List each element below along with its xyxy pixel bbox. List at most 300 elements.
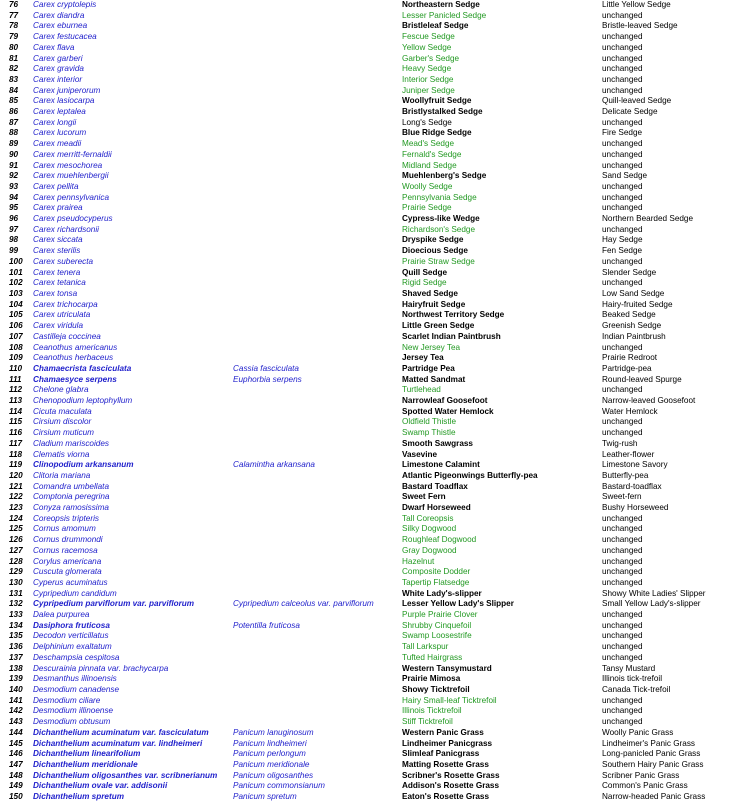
table-row	[0, 792, 742, 803]
synonym-name	[233, 567, 402, 578]
row-number: 101	[9, 267, 23, 277]
table-row	[0, 621, 742, 632]
row-number: 108	[9, 342, 23, 352]
synonym-name	[233, 482, 402, 493]
old-common-name: Sand Sedge	[602, 171, 648, 181]
new-common-name: Swamp Thistle	[402, 428, 456, 438]
old-common-name: Partridge-pea	[602, 363, 652, 373]
old-common-name: Woolly Panic Grass	[602, 727, 674, 737]
old-common-name: Scribner Panic Grass	[602, 770, 680, 780]
new-common-name: Oldfield Thistle	[402, 417, 457, 427]
row-number: 117	[9, 438, 23, 448]
old-common-name: unchanged	[602, 64, 643, 74]
table-row	[0, 64, 742, 75]
new-common-name: Matted Sandmat	[402, 374, 466, 384]
synonym-name: Panicum commonsianum	[233, 781, 325, 791]
row-number: 114	[9, 406, 23, 416]
scientific-name: Carex tonsa	[33, 288, 78, 298]
new-common-name: Sweet Fern	[402, 492, 446, 502]
table-row	[0, 749, 742, 760]
scientific-name: Comandra umbellata	[33, 481, 110, 491]
table-row	[0, 268, 742, 279]
new-common-name: Fernald's Sedge	[402, 149, 462, 159]
new-common-name: Western Panic Grass	[402, 727, 484, 737]
synonym-name	[233, 503, 402, 514]
new-common-name: Illinois Ticktrefoil	[402, 706, 462, 716]
new-common-name: Blue Ridge Sedge	[402, 128, 472, 138]
table-row	[0, 460, 742, 471]
new-common-name: Addison's Rosette Grass	[402, 781, 500, 791]
table-row	[0, 781, 742, 792]
scientific-name: Dalea purpurea	[33, 610, 90, 620]
new-common-name: Tapertip Flatsedge	[402, 577, 470, 587]
synonym-name	[233, 64, 402, 75]
scientific-name: Dichanthelium acuminatum var. fasciculatum	[33, 727, 209, 737]
old-common-name: Limestone Savory	[602, 460, 668, 470]
old-common-name: Common's Panic Grass	[602, 781, 688, 791]
row-number: 121	[9, 481, 23, 491]
row-number: 130	[9, 577, 23, 587]
old-common-name: unchanged	[602, 417, 643, 427]
row-number: 99	[9, 246, 19, 256]
old-common-name: unchanged	[602, 74, 643, 84]
scientific-name: Dichanthelium meridionale	[33, 759, 138, 769]
table-row	[0, 96, 742, 107]
row-number: 126	[9, 535, 23, 545]
row-number: 128	[9, 556, 23, 566]
scientific-name: Carex pseudocyperus	[33, 214, 113, 224]
new-common-name: Richardson's Sedge	[402, 224, 476, 234]
old-common-name: unchanged	[602, 192, 643, 202]
old-common-name: Northern Bearded Sedge	[602, 214, 694, 224]
synonym-name	[233, 674, 402, 685]
scientific-name: Decodon verticillatus	[33, 631, 109, 641]
synonym-name	[233, 450, 402, 461]
table-row	[0, 653, 742, 664]
row-number: 143	[9, 717, 23, 727]
scientific-name: Carex richardsonii	[33, 224, 99, 234]
table-row	[0, 203, 742, 214]
row-number: 102	[9, 278, 23, 288]
scientific-name: Dichanthelium ovale var. addisonii	[33, 781, 168, 791]
row-number: 79	[9, 32, 19, 42]
new-common-name: Hairyfruit Sedge	[402, 299, 466, 309]
scientific-name: Cuscuta glomerata	[33, 567, 102, 577]
table-row	[0, 739, 742, 750]
table-row	[0, 300, 742, 311]
scientific-name: Carex interior	[33, 74, 83, 84]
old-common-name: unchanged	[602, 567, 643, 577]
new-common-name: Pennsylvania Sedge	[402, 192, 477, 202]
old-common-name: unchanged	[602, 85, 643, 95]
scientific-name: Carex diandra	[33, 10, 85, 20]
table-row	[0, 343, 742, 354]
row-number: 93	[9, 181, 19, 191]
old-common-name: unchanged	[602, 717, 643, 727]
new-common-name: Prairie Mimosa	[402, 674, 461, 684]
synonym-name	[233, 557, 402, 568]
new-common-name: Northeastern Sedge	[402, 0, 480, 9]
table-row	[0, 728, 742, 739]
synonym-name: Panicum oligosanthes	[233, 770, 314, 780]
synonym-name	[233, 664, 402, 675]
synonym-name	[233, 182, 402, 193]
old-common-name: Tansy Mustard	[602, 663, 656, 673]
table-row	[0, 760, 742, 771]
new-common-name: Swamp Loosestrife	[402, 631, 472, 641]
new-common-name: Hazelnut	[402, 556, 435, 566]
new-common-name: Silky Dogwood	[402, 524, 457, 534]
row-number: 119	[9, 460, 23, 470]
synonym-name	[233, 492, 402, 503]
synonym-name: Panicum spretum	[233, 792, 297, 802]
table-row	[0, 171, 742, 182]
old-common-name: unchanged	[602, 513, 643, 523]
scientific-name: Cornus drummondi	[33, 535, 103, 545]
table-row	[0, 332, 742, 343]
new-common-name: Stiff Ticktrefoil	[402, 717, 453, 727]
row-number: 132	[9, 599, 23, 609]
table-row	[0, 193, 742, 204]
row-number: 100	[9, 256, 23, 266]
old-common-name: unchanged	[602, 278, 643, 288]
row-number: 125	[9, 524, 23, 534]
row-number: 97	[9, 224, 19, 234]
old-common-name: Water Hemlock	[602, 406, 658, 416]
scientific-name: Carex utriculata	[33, 310, 91, 320]
scientific-name: Dichanthelium spretum	[33, 792, 124, 802]
table-row	[0, 182, 742, 193]
synonym-name	[233, 589, 402, 600]
synonym-name	[233, 385, 402, 396]
new-common-name: Tufted Hairgrass	[402, 652, 463, 662]
table-row	[0, 557, 742, 568]
table-row	[0, 471, 742, 482]
scientific-name: Deschampsia cespitosa	[33, 652, 120, 662]
synonym-name	[233, 214, 402, 225]
synonym-name	[233, 107, 402, 118]
old-common-name: Southern Hairy Panic Grass	[602, 759, 704, 769]
new-common-name: Woolly Sedge	[402, 181, 453, 191]
new-common-name: Western Tansymustard	[402, 663, 492, 673]
new-common-name: Lindheimer Panicgrass	[402, 738, 493, 748]
row-number: 109	[9, 353, 23, 363]
scientific-name: Cypripedium parviflorum var. parviflorum	[33, 599, 195, 609]
new-common-name: Little Green Sedge	[402, 321, 475, 331]
scientific-name: Clitoria mariana	[33, 470, 91, 480]
synonym-name	[233, 21, 402, 32]
row-number: 106	[9, 321, 23, 331]
row-number: 103	[9, 288, 23, 298]
row-number: 104	[9, 299, 23, 309]
synonym-name	[233, 706, 402, 717]
old-common-name: unchanged	[602, 160, 643, 170]
synonym-name: Panicum meridionale	[233, 759, 310, 769]
scientific-name: Cypripedium candidum	[33, 588, 117, 598]
scientific-name: Cornus amomum	[33, 524, 96, 534]
row-number: 145	[9, 738, 23, 748]
row-number: 129	[9, 567, 23, 577]
new-common-name: Bristleleaf Sedge	[402, 21, 469, 31]
old-common-name: Butterfly-pea	[602, 470, 649, 480]
synonym-name	[233, 139, 402, 150]
new-common-name: Shrubby Cinquefoil	[402, 620, 472, 630]
scientific-name: Cirsium discolor	[33, 417, 92, 427]
table-row	[0, 696, 742, 707]
old-common-name: unchanged	[602, 706, 643, 716]
scientific-name: Carex tenera	[33, 267, 81, 277]
old-common-name: Hairy-fruited Sedge	[602, 299, 673, 309]
scientific-name: Chenopodium leptophyllum	[33, 396, 133, 406]
row-number: 124	[9, 513, 23, 523]
row-number: 81	[9, 53, 19, 63]
scientific-name: Carex tetanica	[33, 278, 86, 288]
synonym-name: Cypripedium calceolus var. parviflorum	[233, 599, 374, 609]
old-common-name: unchanged	[602, 256, 643, 266]
table-row	[0, 278, 742, 289]
old-common-name: Low Sand Sedge	[602, 288, 665, 298]
row-number: 95	[9, 203, 19, 213]
old-common-name: unchanged	[602, 610, 643, 620]
row-number: 92	[9, 171, 19, 181]
scientific-name: Dichanthelium oligosanthes var. scribnerianum	[33, 770, 218, 780]
new-common-name: Showy Ticktrefoil	[402, 685, 470, 694]
old-common-name: unchanged	[602, 652, 643, 662]
table-row	[0, 385, 742, 396]
old-common-name: unchanged	[602, 32, 643, 42]
row-number: 138	[9, 663, 23, 673]
new-common-name: Heavy Sedge	[402, 64, 452, 74]
synonym-name	[233, 717, 402, 728]
synonym-name	[233, 257, 402, 268]
old-common-name: unchanged	[602, 642, 643, 652]
synonym-name	[233, 54, 402, 65]
scientific-name: Carex cryptolepis	[33, 0, 97, 9]
scientific-name: Cirsium muticum	[33, 428, 94, 438]
new-common-name: Long's Sedge	[402, 117, 452, 127]
new-common-name: Vasevine	[402, 449, 438, 459]
new-common-name: Quill Sedge	[402, 267, 448, 277]
synonym-name	[233, 610, 402, 621]
scientific-name: Carex prairea	[33, 203, 83, 213]
synonym-name: Panicum lanuginosum	[233, 727, 314, 737]
table-row	[0, 118, 742, 129]
new-common-name: Interior Sedge	[402, 74, 454, 84]
table-row	[0, 514, 742, 525]
new-common-name: Gray Dogwood	[402, 545, 457, 555]
row-number: 96	[9, 214, 19, 224]
old-common-name: unchanged	[602, 385, 643, 395]
scientific-name: Comptonia peregrina	[33, 492, 110, 502]
table-row	[0, 128, 742, 139]
row-number: 148	[9, 770, 23, 780]
scientific-name: Carex merritt-fernaldii	[33, 149, 112, 159]
scientific-name: Carex eburnea	[33, 21, 88, 31]
table-row	[0, 375, 742, 386]
synonym-name	[233, 300, 402, 311]
scientific-name: Cladium mariscoides	[33, 438, 109, 448]
new-common-name: Lesser Panicled Sedge	[402, 10, 487, 20]
scientific-name: Ceanothus americanus	[33, 342, 118, 352]
table-row	[0, 139, 742, 150]
table-row	[0, 706, 742, 717]
table-row	[0, 214, 742, 225]
table-row	[0, 11, 742, 22]
row-number: 83	[9, 74, 19, 84]
table-row	[0, 428, 742, 439]
old-common-name: unchanged	[602, 203, 643, 213]
new-common-name: Cypress-like Wedge	[402, 214, 480, 224]
synonym-name	[233, 96, 402, 107]
scientific-name: Coreopsis tripteris	[33, 513, 99, 523]
new-common-name: Partridge Pea	[402, 363, 455, 373]
scientific-name: Dasiphora fruticosa	[33, 620, 110, 630]
table-row	[0, 257, 742, 268]
scientific-name: Cornus racemosa	[33, 545, 98, 555]
new-common-name: Lesser Yellow Lady's Slipper	[402, 599, 514, 609]
old-common-name: unchanged	[602, 117, 643, 127]
old-common-name: Bushy Horseweed	[602, 503, 669, 513]
synonym-name	[233, 86, 402, 97]
row-number: 135	[9, 631, 23, 641]
synonym-name	[233, 653, 402, 664]
synonym-name	[233, 310, 402, 321]
scientific-name: Desmodium ciliare	[33, 695, 101, 705]
row-number: 134	[9, 620, 23, 630]
synonym-name	[233, 193, 402, 204]
table-row	[0, 450, 742, 461]
new-common-name: Dwarf Horseweed	[402, 503, 471, 513]
synonym-name	[233, 578, 402, 589]
synonym-name	[233, 75, 402, 86]
table-row	[0, 546, 742, 557]
old-common-name: Bristle-leaved Sedge	[602, 21, 678, 31]
synonym-name	[233, 546, 402, 557]
scientific-name: Dichanthelium linearifolium	[33, 749, 141, 759]
scientific-name: Cicuta maculata	[33, 406, 92, 416]
row-number: 141	[9, 695, 23, 705]
scientific-name: Chelone glabra	[33, 385, 89, 395]
scientific-name: Carex festucacea	[33, 32, 97, 42]
row-number: 105	[9, 310, 23, 320]
table-row	[0, 75, 742, 86]
row-number: 107	[9, 331, 23, 341]
new-common-name: Fescue Sedge	[402, 32, 455, 42]
table-row	[0, 407, 742, 418]
synonym-name	[233, 514, 402, 525]
synonym-name	[233, 417, 402, 428]
old-common-name: Greenish Sedge	[602, 321, 662, 331]
new-common-name: Garber's Sedge	[402, 53, 460, 63]
table-row	[0, 107, 742, 118]
row-number: 150	[9, 792, 23, 802]
new-common-name: Scarlet Indian Paintbrush	[402, 331, 501, 341]
table-row	[0, 482, 742, 493]
table-row	[0, 589, 742, 600]
old-common-name: Canada Tick-trefoil	[602, 685, 671, 694]
scientific-name: Delphinium exaltatum	[33, 642, 112, 652]
synonym-name	[233, 43, 402, 54]
row-number: 136	[9, 642, 23, 652]
new-common-name: Juniper Sedge	[402, 85, 455, 95]
new-common-name: Roughleaf Dogwood	[402, 535, 477, 545]
table-row	[0, 535, 742, 546]
new-common-name: Mead's Sedge	[402, 139, 455, 149]
scientific-name: Carex siccata	[33, 235, 83, 245]
row-number: 87	[9, 117, 19, 127]
table-row	[0, 32, 742, 43]
synonym-name	[233, 171, 402, 182]
table-row	[0, 54, 742, 65]
old-common-name: Showy White Ladies' Slipper	[602, 588, 706, 598]
old-common-name: Little Yellow Sedge	[602, 0, 671, 9]
scientific-name: Chamaesyce serpens	[33, 374, 117, 384]
scientific-name: Corylus americana	[33, 556, 102, 566]
old-common-name: unchanged	[602, 42, 643, 52]
synonym-name	[233, 0, 402, 11]
row-number: 78	[9, 21, 19, 31]
synonym-name: Panicum perlongum	[233, 749, 306, 759]
table-row	[0, 631, 742, 642]
old-common-name: unchanged	[602, 10, 643, 20]
old-common-name: unchanged	[602, 556, 643, 566]
old-common-name: unchanged	[602, 524, 643, 534]
table-row	[0, 396, 742, 407]
old-common-name: Illinois tick-trefoil	[602, 674, 663, 684]
synonym-name: Calamintha arkansana	[233, 460, 315, 470]
old-common-name: unchanged	[602, 181, 643, 191]
table-row	[0, 674, 742, 685]
synonym-name	[233, 11, 402, 22]
scientific-name: Carex gravida	[33, 64, 84, 74]
new-common-name: Scribner's Rosette Grass	[402, 770, 500, 780]
table-row	[0, 225, 742, 236]
old-common-name: Lindheimer's Panic Grass	[602, 738, 696, 748]
new-common-name: Bristlystalked Sedge	[402, 107, 483, 117]
table-row	[0, 0, 742, 11]
old-common-name: Small Yellow Lady's-slipper	[602, 599, 701, 609]
row-number: 77	[9, 10, 19, 20]
row-number: 98	[9, 235, 19, 245]
new-common-name: White Lady's-slipper	[402, 588, 482, 598]
new-common-name: Bastard Toadflax	[402, 481, 468, 491]
scientific-name: Carex lucorum	[33, 128, 87, 138]
table-row	[0, 578, 742, 589]
scientific-name: Descurainia pinnata var. brachycarpa	[33, 663, 169, 673]
new-common-name: Prairie Sedge	[402, 203, 452, 213]
table-row	[0, 524, 742, 535]
scientific-name: Desmanthus illinoensis	[33, 674, 117, 684]
synonym-name	[233, 407, 402, 418]
old-common-name: unchanged	[602, 53, 643, 63]
synonym-name	[233, 642, 402, 653]
new-common-name: Jersey Tea	[402, 353, 444, 363]
row-number: 149	[9, 781, 23, 791]
old-common-name: Slender Sedge	[602, 267, 657, 277]
synonym-name	[233, 203, 402, 214]
row-number: 84	[9, 85, 19, 95]
row-number: 146	[9, 749, 23, 759]
new-common-name: Tall Coreopsis	[402, 513, 454, 523]
old-common-name: unchanged	[602, 224, 643, 234]
synonym-name	[233, 150, 402, 161]
row-number: 94	[9, 192, 19, 202]
synonym-name	[233, 278, 402, 289]
scientific-name: Conyza ramosissima	[33, 503, 109, 513]
row-number: 133	[9, 610, 23, 620]
scientific-name: Carex garberi	[33, 53, 83, 63]
synonym-name	[233, 32, 402, 43]
